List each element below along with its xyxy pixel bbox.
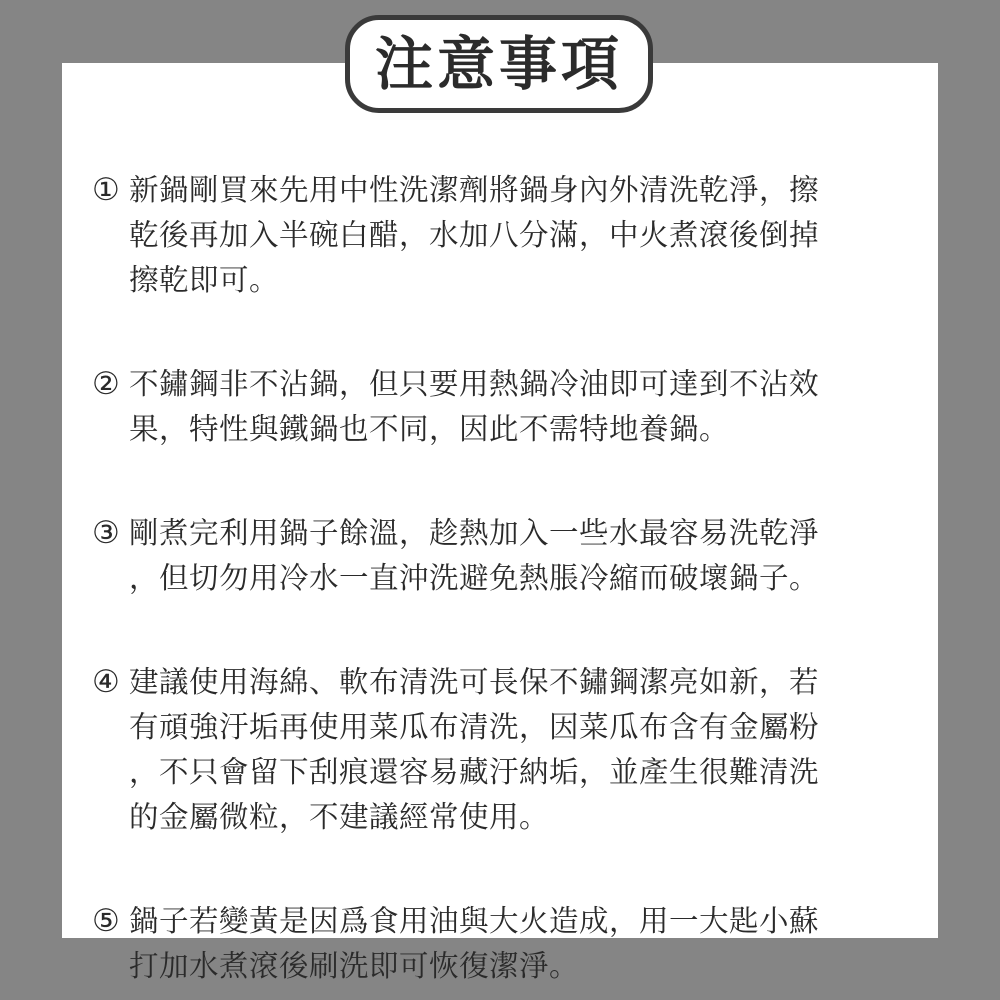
note-line: ，但切勿用冷水一直沖洗避免熱脹冷縮而破壞鍋子。: [129, 561, 820, 595]
note-number: ①: [92, 172, 120, 208]
title-badge: [345, 15, 653, 113]
note-line: 不鏽鋼非不沾鍋，但只要用熱鍋冷油即可達到不沾效: [129, 367, 820, 401]
note-item-2: [92, 362, 912, 452]
note-number: ②: [92, 366, 120, 402]
note-line: 新鍋剛買來先用中性洗潔劑將鍋身內外清洗乾淨，擦: [129, 173, 820, 207]
note-item-4: [92, 660, 912, 840]
note-item-5: [92, 899, 912, 989]
page-title: 注意事項: [374, 30, 623, 98]
note-line: 擦乾即可。: [129, 263, 280, 297]
note-line: 的金屬微粒，不建議經常使用。: [129, 800, 550, 834]
note-number: ④: [92, 664, 120, 700]
notes-list: [92, 168, 912, 1000]
note-number: ③: [92, 515, 120, 551]
note-line: ，不只會留下刮痕還容易藏汙納垢，並產生很難清洗: [129, 755, 820, 789]
note-line: 建議使用海綿、軟布清洗可長保不鏽鋼潔亮如新，若: [129, 665, 820, 699]
note-item-3: [92, 511, 912, 601]
note-line: 打加水煮滾後刷洗即可恢復潔淨。: [129, 949, 580, 983]
note-line: 果，特性與鐵鍋也不同，因此不需特地養鍋。: [129, 412, 730, 446]
note-number: ⑤: [92, 903, 120, 939]
note-item-1: [92, 168, 912, 303]
note-line: 有頑強汙垢再使用菜瓜布清洗，因菜瓜布含有金屬粉: [129, 710, 820, 744]
note-line: 剛煮完利用鍋子餘溫，趁熱加入一些水最容易洗乾淨: [129, 516, 820, 550]
note-line: 鍋子若變黃是因爲食用油與大火造成，用一大匙小蘇: [129, 904, 820, 938]
note-line: 乾後再加入半碗白醋，水加八分滿，中火煮滾後倒掉: [129, 218, 820, 252]
